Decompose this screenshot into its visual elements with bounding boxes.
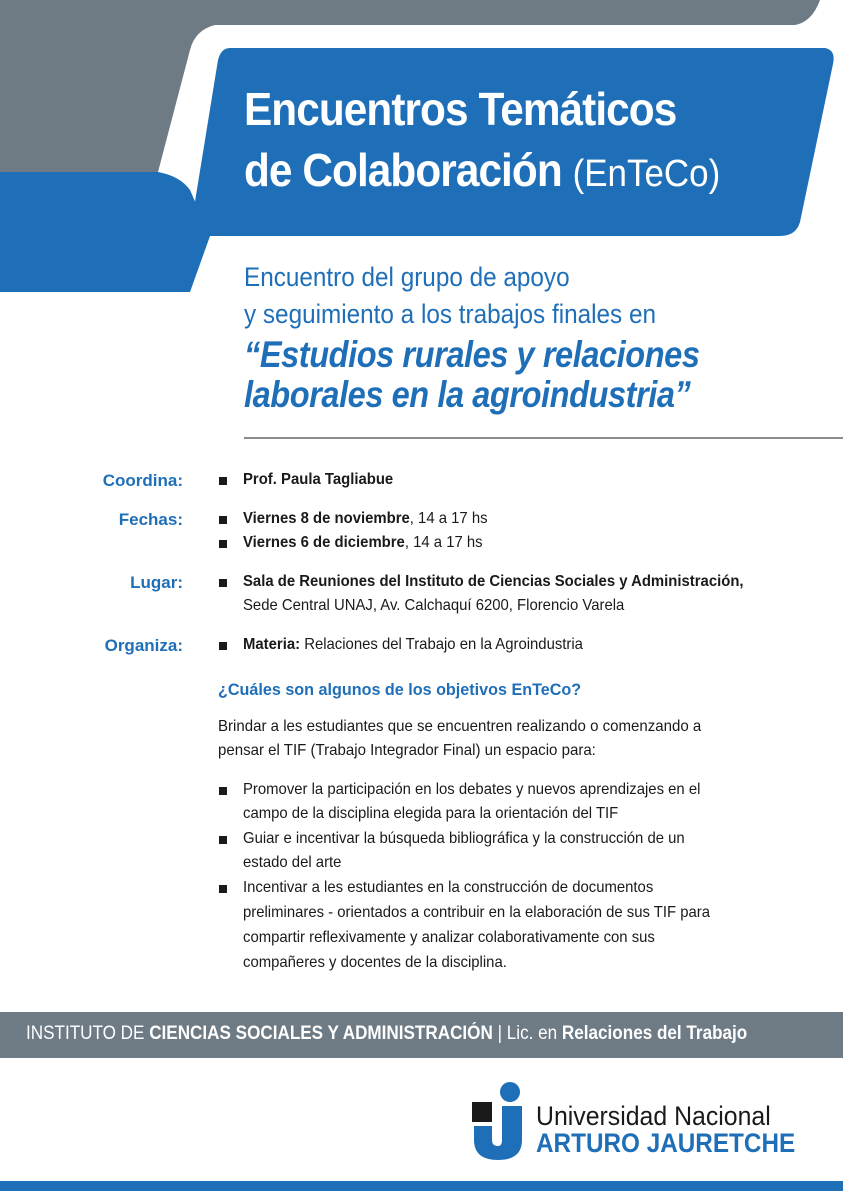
fecha-date: Viernes 6 de diciembre (243, 534, 405, 551)
bullet-square-icon (219, 540, 227, 548)
section-divider (244, 437, 843, 439)
objective-item-1-line-1: Promover la participación en los debates y nuevos aprendizajes en el (243, 781, 701, 798)
unaj-logo-icon (470, 1078, 530, 1164)
title-main-1: Encuentros Temáticos (244, 83, 677, 135)
coordina-value (243, 471, 393, 489)
lugar-line-2: Sede Central UNAJ, Av. Calchaquí 6200, Florencio Varela (243, 597, 625, 614)
bullet-square-icon (219, 579, 227, 587)
fecha-time: , 14 a 17 hs (404, 534, 483, 551)
bottom-blue-strip (0, 1181, 843, 1191)
footer-prefix: INSTITUTO DE (26, 1023, 150, 1044)
subtitle-topic-1: “Estudios rurales y relaciones (244, 334, 700, 375)
label-lugar: Lugar: (130, 573, 183, 592)
subtitle-line-1: Encuentro del grupo de apoyo (244, 262, 570, 292)
institute-footer-text (26, 1023, 747, 1045)
fecha-item (243, 510, 488, 528)
bullet-square-icon (219, 477, 227, 485)
objectives-question: ¿Cuáles son algunos de los objetivos EnTeCo? (218, 680, 582, 699)
label-organiza: Organiza: (104, 636, 183, 655)
label-coordina: Coordina: (102, 471, 183, 490)
bullet-square-icon (219, 885, 227, 893)
objectives-intro-1: Brindar a les estudiantes que se encuentren realizando o comenzando a (218, 718, 702, 735)
objectives-intro-2: pensar el TIF (Trabajo Integrador Final) un espacio para: (218, 742, 596, 759)
bullet-square-icon (219, 787, 227, 795)
objective-item-2-line-1: Guiar e incentivar la búsqueda bibliográfica y la construcción de un (243, 830, 685, 847)
organiza-value (243, 636, 583, 654)
university-subname: ARTURO JAURETCHE (536, 1128, 796, 1158)
objective-item-3-line-2: preliminares - orientados a contribuir en la elaboración de sus TIF para (243, 904, 711, 921)
objective-item-3-line-4: compañeres y docentes de la disciplina. (243, 954, 507, 971)
organiza-key: Materia: (243, 636, 301, 653)
coordina-name: Prof. Paula Tagliabue (243, 471, 394, 488)
subtitle-topic-2: laborales en la agroindustria” (244, 374, 691, 415)
title-line-2 (244, 143, 720, 197)
blue-title-panel (191, 48, 834, 236)
title-main-2: de Colaboración (244, 144, 562, 196)
blue-left-block (0, 172, 210, 292)
objective-item-3-line-3: compartir reflexivamente y analizar colaborativamente con sus (243, 929, 655, 946)
objective-item-3-line-1: Incentivar a les estudiantes en la construcción de documentos (243, 879, 654, 896)
organiza-subject: Relaciones del Trabajo en la Agroindustria (300, 636, 583, 653)
subtitle-line-2: y seguimiento a los trabajos finales en (244, 299, 656, 329)
bullet-square-icon (219, 516, 227, 524)
university-name: Universidad Nacional (536, 1101, 771, 1131)
bullet-square-icon (219, 642, 227, 650)
footer-separator: | (492, 1023, 507, 1044)
title-acronym: (EnTeCo) (572, 153, 721, 195)
institute-footer-bar (0, 1012, 843, 1058)
fecha-date: Viernes 8 de noviembre (243, 510, 410, 527)
footer-institute: CIENCIAS SOCIALES Y ADMINISTRACIÓN (149, 1023, 493, 1044)
lugar-room: Sala de Reuniones del Instituto de Ciencias Sociales y Administración, (243, 573, 744, 590)
objective-item-1-line-2: campo de la disciplina elegida para la orientación del TIF (243, 805, 619, 822)
label-fechas: Fechas: (118, 510, 183, 529)
footer-career: Relaciones del Trabajo (561, 1023, 748, 1044)
footer-lic-prefix: Lic. en (506, 1023, 562, 1044)
bullet-square-icon (219, 836, 227, 844)
fecha-time: , 14 a 17 hs (409, 510, 488, 527)
gray-top-band (0, 0, 820, 25)
title-line-1 (244, 82, 676, 136)
objective-item-2-line-2: estado del arte (243, 854, 342, 871)
fecha-item (243, 534, 483, 552)
gray-left-block (0, 25, 215, 172)
lugar-line-1 (243, 573, 744, 591)
